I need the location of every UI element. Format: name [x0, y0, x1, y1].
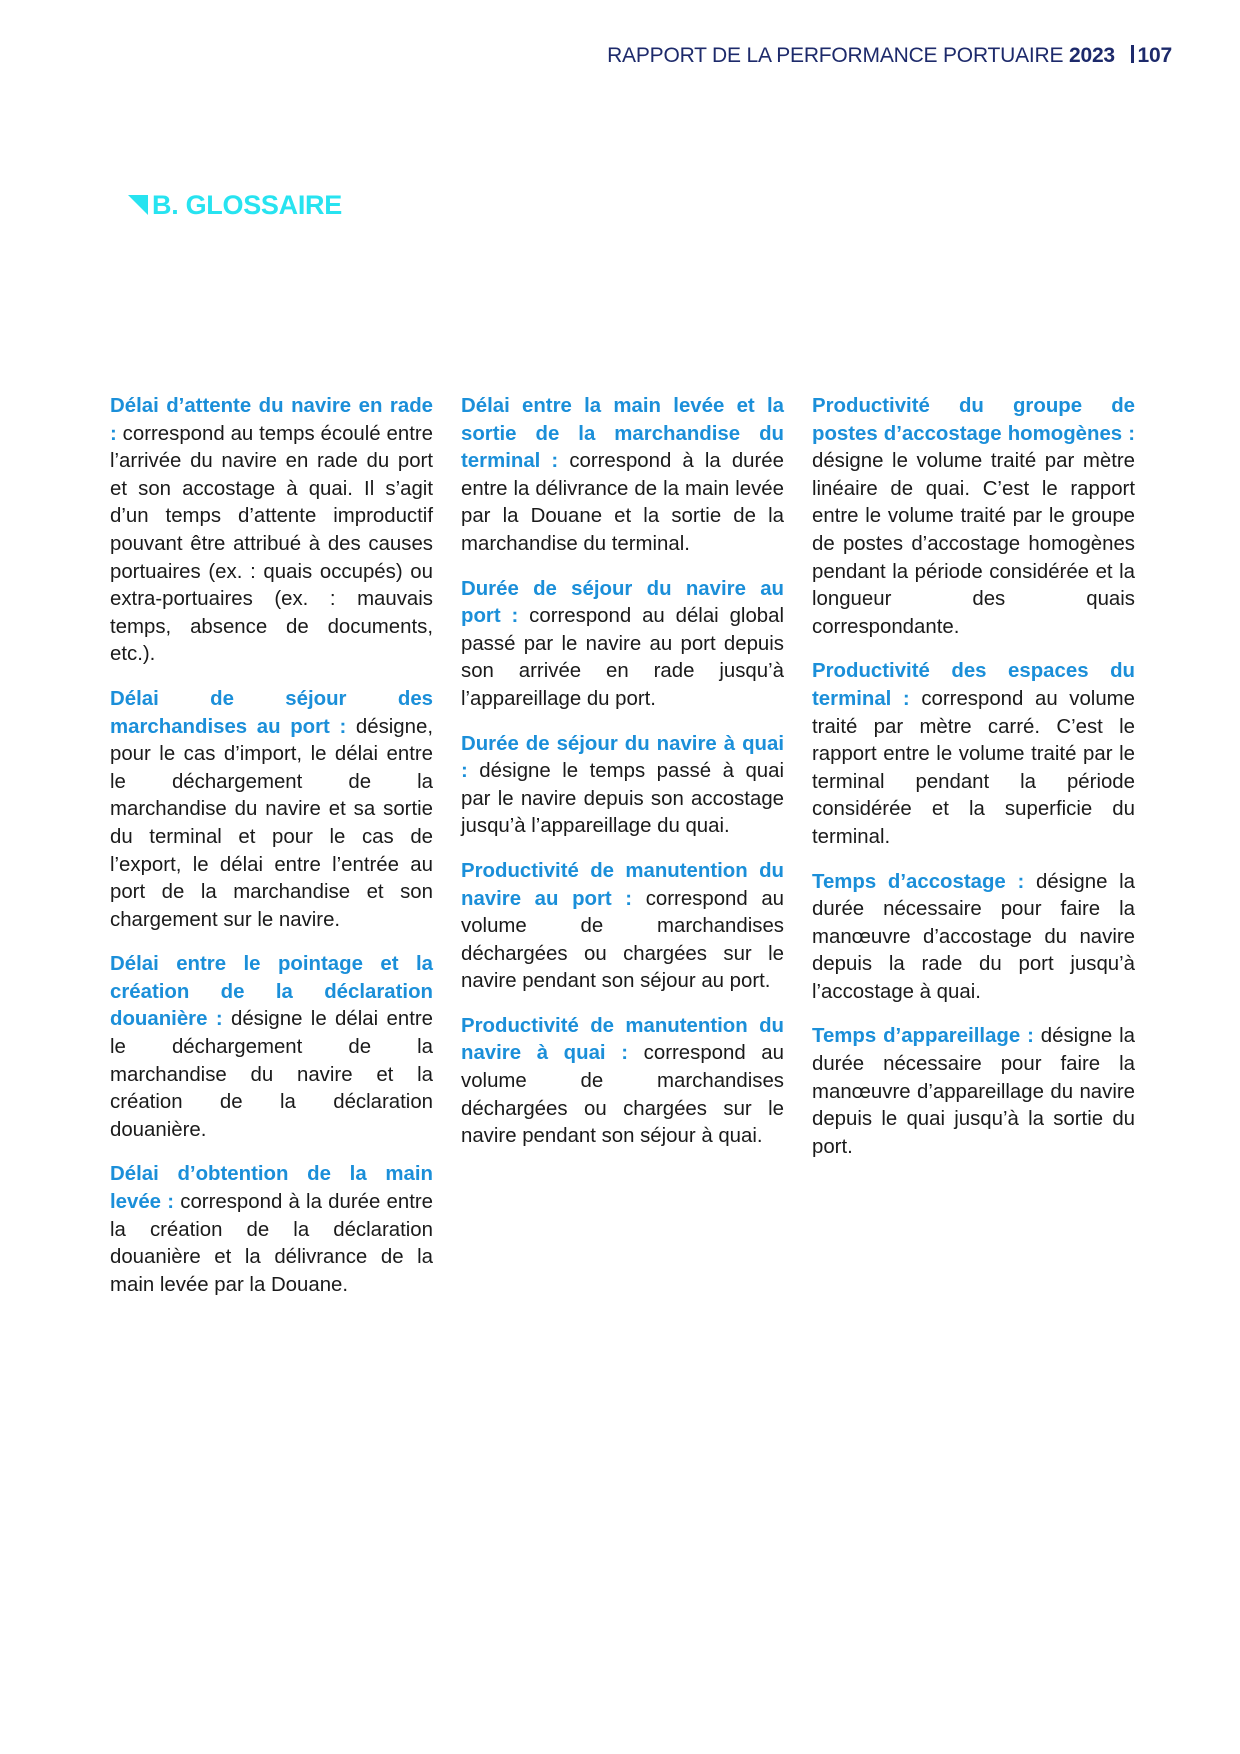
report-year: 2023	[1068, 44, 1115, 67]
glossary-definition: désigne le délai entre le déchargement de la marchandise du navire et la création de la déclaration douanière.	[110, 1008, 433, 1141]
glossary-entry	[461, 576, 784, 714]
glossary-term: Durée de séjour du navire au port :	[461, 577, 784, 628]
glossary-term: Productivité du groupe de postes d’accostage homogènes :	[812, 395, 1135, 445]
section-heading	[128, 190, 342, 221]
glossary-column-3	[812, 393, 1135, 1316]
glossary-term: Productivité de manutention du navire à quai :	[461, 1014, 784, 1065]
page-number: 107	[1137, 44, 1172, 67]
report-title: RAPPORT DE LA PERFORMANCE PORTUAIRE	[607, 44, 1064, 67]
glossary-entry	[110, 1161, 433, 1299]
glossary-definition: correspond au volume de marchandises déchargées ou chargées sur le navire pendant son séjour à quai.	[461, 1042, 784, 1148]
glossary-columns	[110, 393, 1135, 1316]
section-title: B. GLOSSAIRE	[152, 190, 342, 220]
glossary-definition: correspond au volume traité par mètre carré. C’est le rapport entre le volume traité par le terminal pendant la période considérée et la superficie du terminal.	[812, 687, 1136, 848]
glossary-term: Délai entre le pointage et la création de la déclaration douanière :	[110, 953, 433, 1031]
glossary-entry	[812, 869, 1135, 1007]
glossary-term: Durée de séjour du navire à quai :	[461, 732, 784, 783]
running-header	[607, 44, 1172, 68]
glossary-entry	[812, 658, 1135, 851]
glossary-term: Temps d’appareillage :	[812, 1025, 1034, 1048]
glossary-entry	[461, 858, 784, 996]
glossary-term: Délai de séjour des marchandises au port :	[110, 687, 433, 738]
glossary-definition: désigne, pour le cas d’import, le délai entre le déchargement de la marchandise du navire et sa sortie du terminal et pour le cas de l’export, le délai entre l’entrée au port de la marchandise et son chargement sur le navire.	[110, 715, 433, 931]
glossary-entry	[461, 393, 784, 559]
glossary-definition: correspond au délai global passé par le navire au port depuis son arrivée en rade jusqu’à l’appareillage du port.	[461, 605, 785, 710]
glossary-entry	[812, 393, 1135, 641]
glossary-column-2	[461, 393, 784, 1316]
glossary-definition: désigne la durée nécessaire pour faire la manœuvre d’appareillage du navire depuis le quai jusqu’à la sortie du port.	[812, 1025, 1135, 1158]
triangle-marker-icon	[128, 195, 148, 215]
glossary-entry	[461, 731, 784, 841]
glossary-definition: désigne le temps passé à quai par le navire depuis son accostage jusqu’à l’appareillage du quai.	[461, 760, 784, 838]
glossary-definition: correspond à la durée entre la délivrance de la main levée par la Douane et la sortie de la marchandise du terminal.	[461, 450, 784, 555]
glossary-entry	[461, 1013, 784, 1151]
glossary-definition: correspond au volume de marchandises déchargées ou chargées sur le navire pendant son séjour au port.	[461, 887, 785, 993]
glossary-definition: désigne la durée nécessaire pour faire la manœuvre d’accostage du navire depuis la rade du port jusqu’à l’accostage à quai.	[812, 870, 1135, 1003]
glossary-definition: correspond au temps écoulé entre l’arrivée du navire en rade du port et son accostage à quai. Il s’agit d’un temps d’attente improductif pouvant être attribué à des causes portuaires (ex. : quais occupés) ou extra-portuaires (ex. : mauvais temps, absence de documents, etc.).	[110, 422, 433, 666]
glossary-term: Délai entre la main levée et la sortie de la marchandise du terminal :	[461, 395, 784, 473]
glossary-term: Productivité des espaces du terminal :	[812, 660, 1135, 710]
glossary-entry	[110, 686, 433, 934]
glossary-term: Temps d’accostage :	[812, 870, 1025, 893]
glossary-definition: désigne le volume traité par mètre linéaire de quai. C’est le rapport entre le volume traité par le groupe de postes d’accostage homogènes pendant la période considérée et la longueur des quais correspondante.	[812, 450, 1135, 638]
glossary-term: Productivité de manutention du navire au port :	[461, 859, 784, 910]
glossary-entry	[110, 393, 433, 669]
glossary-column-1	[110, 393, 433, 1316]
glossary-term: Délai d’obtention de la main levée :	[110, 1163, 433, 1214]
header-separator	[1131, 45, 1134, 63]
glossary-definition: correspond à la durée entre la création de la déclaration douanière et la délivrance de la main levée par la Douane.	[110, 1191, 433, 1296]
glossary-entry	[110, 951, 433, 1144]
glossary-entry	[812, 1023, 1135, 1161]
glossary-term: Délai d’attente du navire en rade :	[110, 395, 433, 445]
